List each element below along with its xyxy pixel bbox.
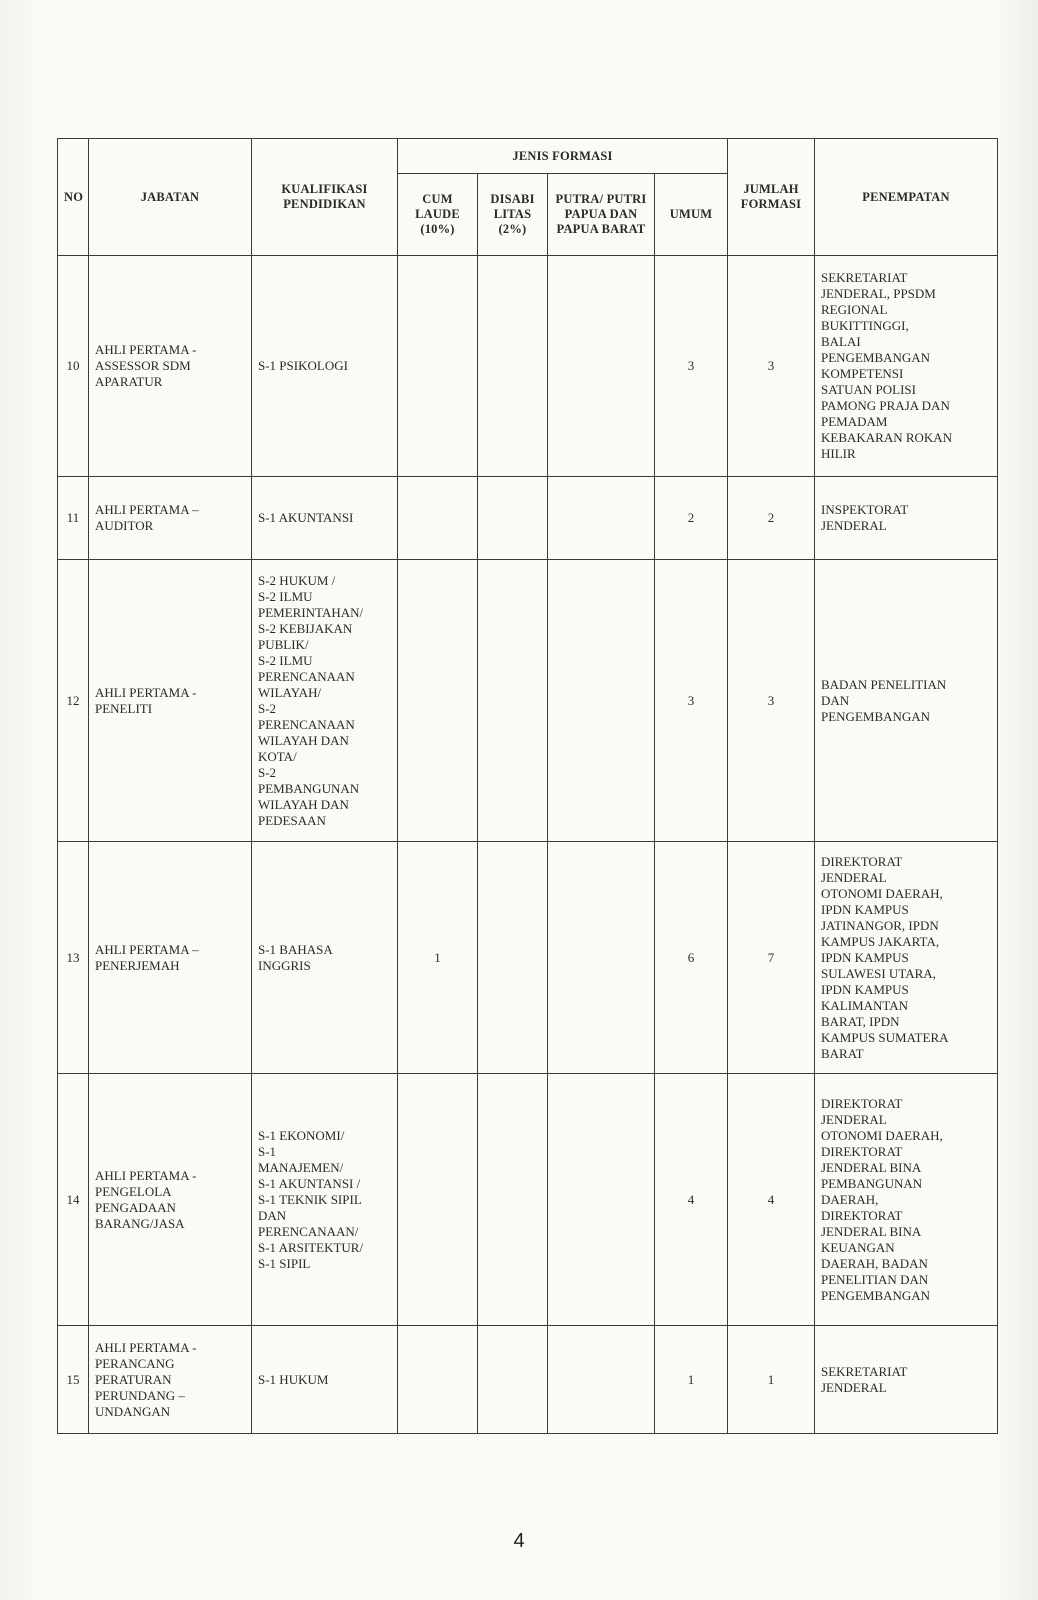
cell-penempatan: DIREKTORAT JENDERAL OTONOMI DAERAH, IPDN KAMPUS JATINANGOR, IPDN KAMPUS JAKARTA, IPDN KAMPUS SULAWESI UTARA, IPDN KAMPUS KALIMANTAN BARAT, IPDN KAMPUS SUMATERA BARAT (815, 842, 998, 1074)
cell-jumlah: 1 (728, 1326, 815, 1434)
cell-no: 14 (58, 1074, 89, 1326)
cell-jumlah: 4 (728, 1074, 815, 1326)
cell-no: 10 (58, 256, 89, 477)
cell-jabatan: AHLI PERTAMA - PENGELOLA PENGADAAN BARANG/JASA (89, 1074, 252, 1326)
cell-jabatan: AHLI PERTAMA - PENELITI (89, 560, 252, 842)
page-number: 4 (513, 1530, 525, 1552)
cell-no: 13 (58, 842, 89, 1074)
cell-jumlah: 3 (728, 256, 815, 477)
header-row-1 (58, 139, 998, 174)
cell-jumlah: 3 (728, 560, 815, 842)
cell-jabatan: AHLI PERTAMA - PERANCANG PERATURAN PERUNDANG – UNDANGAN (89, 1326, 252, 1434)
header-jenis-formasi: JENIS FORMASI (398, 139, 728, 174)
cell-papua (548, 256, 655, 477)
cell-jumlah: 7 (728, 842, 815, 1074)
cell-umum: 4 (655, 1074, 728, 1326)
cell-papua (548, 1326, 655, 1434)
cell-papua (548, 477, 655, 560)
cell-cum-laude (398, 560, 478, 842)
cell-jumlah: 2 (728, 477, 815, 560)
table-row (58, 560, 998, 842)
header-kualifikasi: KUALIFIKASI PENDIDIKAN (252, 139, 398, 256)
header-umum: UMUM (655, 174, 728, 256)
cell-jabatan: AHLI PERTAMA - ASSESSOR SDM APARATUR (89, 256, 252, 477)
header-jumlah: JUMLAH FORMASI (728, 139, 815, 256)
cell-kualifikasi: S-1 EKONOMI/ S-1 MANAJEMEN/ S-1 AKUNTANSI / S-1 TEKNIK SIPIL DAN PERENCANAAN/ S-1 ARSITEKTUR/ S-1 SIPIL (252, 1074, 398, 1326)
cell-penempatan: SEKRETARIAT JENDERAL (815, 1326, 998, 1434)
cell-jabatan: AHLI PERTAMA – AUDITOR (89, 477, 252, 560)
cell-cum-laude (398, 477, 478, 560)
cell-kualifikasi: S-1 PSIKOLOGI (252, 256, 398, 477)
header-no: NO (58, 139, 89, 256)
header-penempatan: PENEMPATAN (815, 139, 998, 256)
cell-disabilitas (478, 842, 548, 1074)
table-row (58, 1074, 998, 1326)
header-cum-laude: CUM LAUDE (10%) (398, 174, 478, 256)
cell-papua (548, 1074, 655, 1326)
cell-disabilitas (478, 560, 548, 842)
cell-kualifikasi: S-1 BAHASA INGGRIS (252, 842, 398, 1074)
cell-umum: 3 (655, 560, 728, 842)
cell-disabilitas (478, 477, 548, 560)
cell-penempatan: DIREKTORAT JENDERAL OTONOMI DAERAH, DIREKTORAT JENDERAL BINA PEMBANGUNAN DAERAH, DIREKTORAT JENDERAL BINA KEUANGAN DAERAH, BADAN PENELITIAN DAN PENGEMBANGAN (815, 1074, 998, 1326)
cell-kualifikasi: S-1 HUKUM (252, 1326, 398, 1434)
header-jabatan: JABATAN (89, 139, 252, 256)
cell-no: 12 (58, 560, 89, 842)
cell-umum: 2 (655, 477, 728, 560)
cell-kualifikasi: S-1 AKUNTANSI (252, 477, 398, 560)
cell-cum-laude (398, 1074, 478, 1326)
cell-cum-laude (398, 1326, 478, 1434)
table-row (58, 842, 998, 1074)
cell-umum: 1 (655, 1326, 728, 1434)
cell-penempatan: BADAN PENELITIAN DAN PENGEMBANGAN (815, 560, 998, 842)
cell-papua (548, 560, 655, 842)
cell-papua (548, 842, 655, 1074)
cell-cum-laude: 1 (398, 842, 478, 1074)
cell-jabatan: AHLI PERTAMA – PENERJEMAH (89, 842, 252, 1074)
header-disabilitas: DISABI LITAS (2%) (478, 174, 548, 256)
cell-no: 15 (58, 1326, 89, 1434)
cell-umum: 3 (655, 256, 728, 477)
cell-disabilitas (478, 1074, 548, 1326)
table-row (58, 1326, 998, 1434)
cell-disabilitas (478, 1326, 548, 1434)
table-row (58, 256, 998, 477)
formasi-table (57, 138, 998, 1434)
cell-cum-laude (398, 256, 478, 477)
cell-penempatan: INSPEKTORAT JENDERAL (815, 477, 998, 560)
table-row (58, 477, 998, 560)
cell-kualifikasi: S-2 HUKUM / S-2 ILMU PEMERINTAHAN/ S-2 KEBIJAKAN PUBLIK/ S-2 ILMU PERENCANAAN WILAYAH/ S-2 PERENCANAAN WILAYAH DAN KOTA/ S-2 PEMBANGUNAN WILAYAH DAN PEDESAAN (252, 560, 398, 842)
header-papua: PUTRA/ PUTRI PAPUA DAN PAPUA BARAT (548, 174, 655, 256)
cell-no: 11 (58, 477, 89, 560)
cell-penempatan: SEKRETARIAT JENDERAL, PPSDM REGIONAL BUKITTINGGI, BALAI PENGEMBANGAN KOMPETENSI SATUAN POLISI PAMONG PRAJA DAN PEMADAM KEBAKARAN ROKAN HILIR (815, 256, 998, 477)
cell-umum: 6 (655, 842, 728, 1074)
cell-disabilitas (478, 256, 548, 477)
